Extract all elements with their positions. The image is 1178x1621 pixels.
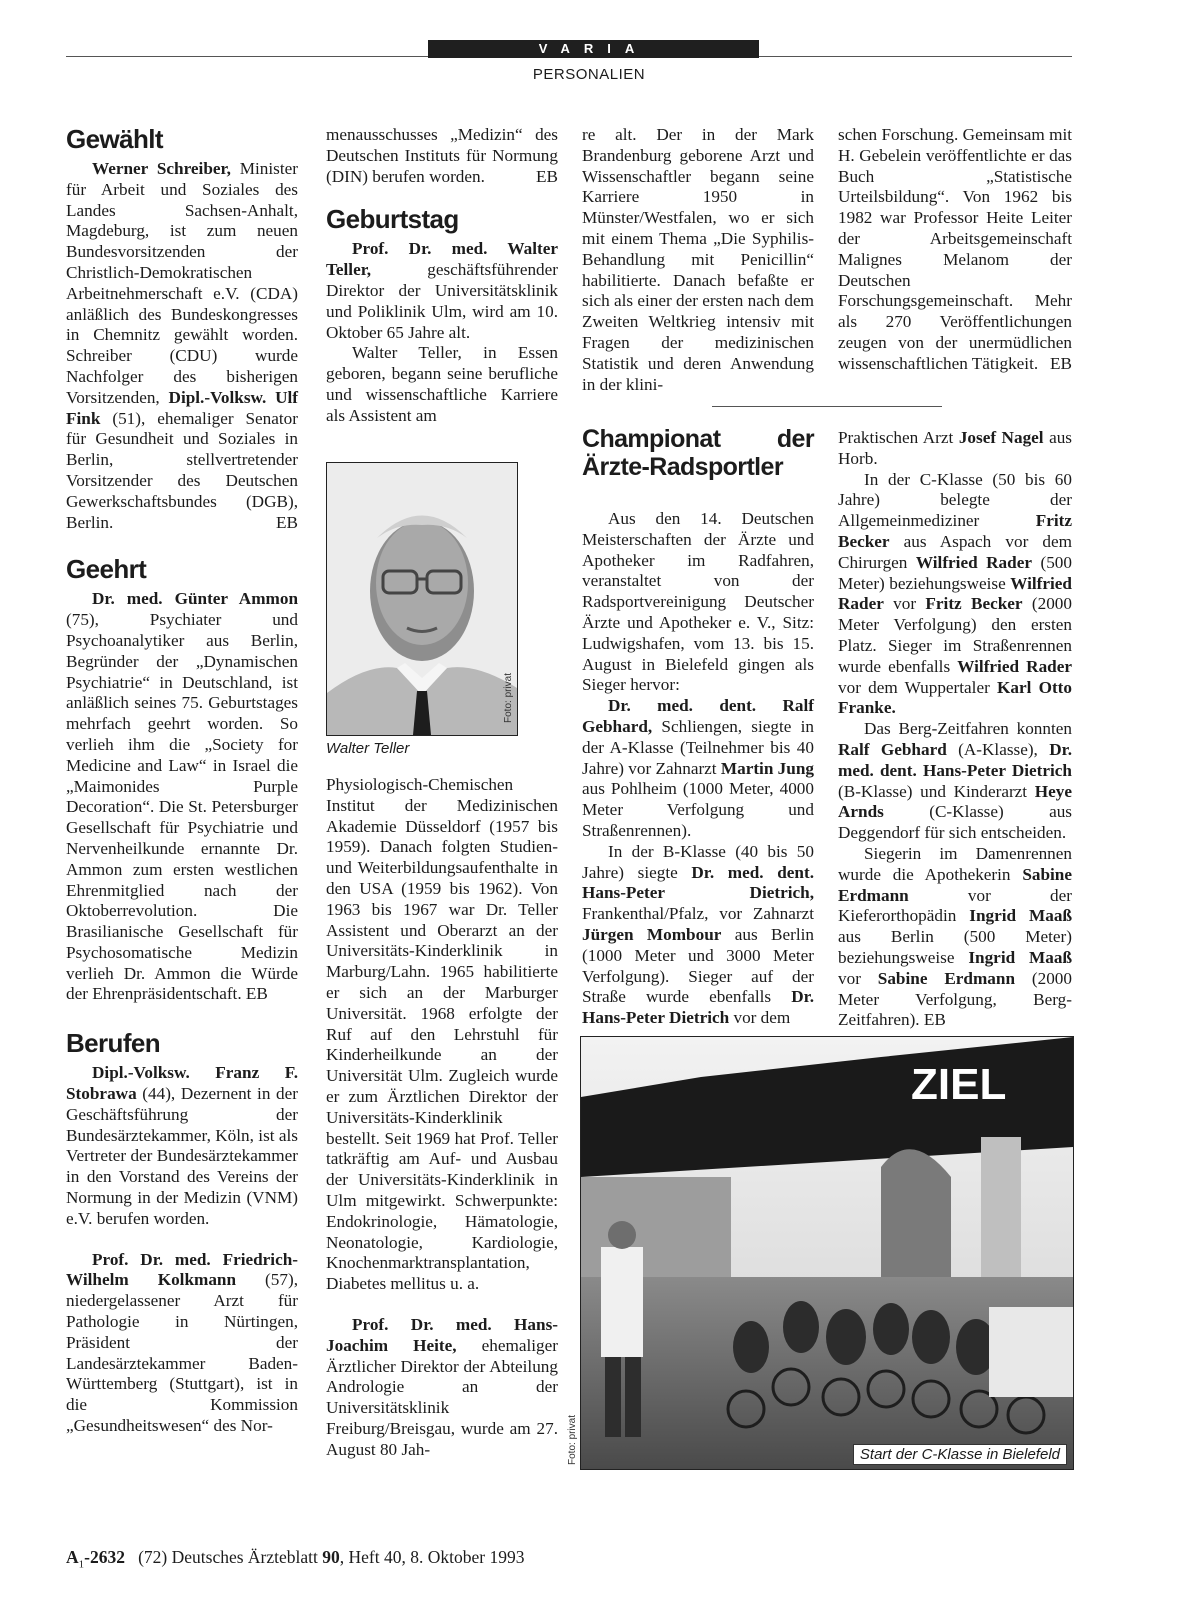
race-illustration [581,1037,1073,1469]
photo-caption: Walter Teller [326,740,410,757]
article-ammon: Dr. med. Günter Ammon (75), Psychiater und Psychoanalytiker aus Berlin, Begründer der „Dynamischen Psychiatrie“ in Deutschland, ist anläßlich seines 75. Geburtstages mehrfach geehrt worden. So verlieh ihm die „Society for Medicine and Law“ in Israel die „Maimonides Purple Decoration“. Die St. Petersburger Gesellschaft für Psychiatrie und Nervenheilkunde ernannte Dr. Ammon zum ersten westlichen Ehrenmitglied nach der Oktoberrevolution. Die Brasilianische Gesellschaft für Psychosomatische Medizin verlieh Dr. Ammon die Würde der Ehrenpräsidentschaft. EB [66,589,298,1004]
column-4-championat [838,428,1072,1031]
footer-source: (72) Deutsches Ärzteblatt [138,1547,318,1567]
section-label: PERSONALIEN [532,66,646,83]
heading-geburtstag: Geburtstag [326,204,459,235]
race-photo-credit: Foto: privat [567,1414,578,1465]
author-initials: EB [536,166,558,186]
article-schreiber: Werner Schreiber, Minister für Arbeit und Soziales des Landes Sachsen-Anhalt, Magdeburg, ist zum neuen Bundesvorsitzenden der Christlich-Demokratischen Arbeitnehmerschaft e.V. (CDA) anläßlich des Bundeskongresses in Chemnitz gewählt worden. Schreiber (CDU) wurde Nachfolger des bisherigen Vorsitzenden, Dipl.-Volksw. Ulf Fink (51), ehemaliger Senator für Gesundheit und Soziales in Berlin, stellvertretender Vorsitzender des Deutschen Gewerkschaftsbundes (DGB), Berlin. [66,159,298,532]
heading-gewaehlt: Gewählt [66,124,163,154]
race-photo-caption: Start der C-Klasse in Bielefeld [853,1444,1067,1465]
footer-volume: 90 [322,1547,340,1567]
divider-rule [712,406,942,407]
championat-intro: Aus den 14. Deutschen Meisterschaften der Ärzte und Apotheker im Radfahren, veranstaltet von der Radsportvereinigung Deutscher Ärzte und Apotheker e. V., Sitz: Ludwigshafen, vom 13. bis 15. August in Bielefeld gingen als Sieger hervor: [582,509,814,695]
column-3-top [582,125,814,395]
championat-c-klasse: In der C-Klasse (50 bis 60 Jahre) belegte der Allgemeinmediziner Fritz Becker aus Aspach vor dem Chirurgen Wilfried Rader (500 Meter) beziehungsweise Wilfried Rader vor Fritz Becker (2000 Meter Verfolgung) den ersten Platz. Sieger im Straßenrennen wurde ebenfalls Wilfried Rader vor dem Wuppertaler Karl Otto Franke. [838,469,1072,718]
author-initials: EB [276,512,298,532]
heading-berufen: Berufen [66,1028,161,1059]
article-stobrawa-cont: menausschusses „Medizin“ des Deutschen Instituts für Normung (DIN) berufen worden. [326,125,558,186]
article-stobrawa: Dipl.-Volksw. Franz F. Stobrawa (44), Dezernent in der Geschäftsführung der Bundesärztekammer, Köln, ist als Vertreter der Bundesärztekammer in den Vorstand des Vereins der Normung in der Medizin (VNM) e.V. berufen worden. [66,1063,298,1228]
footer-page: -2632 [84,1547,125,1567]
column-1 [66,125,298,1437]
photo-credit: Foto: privat [503,672,514,723]
column-4-top [838,125,1072,375]
footer-sub: 1 [78,1558,85,1571]
author-initials: EB [1050,353,1072,373]
finish-banner-text: ZIEL [911,1060,1007,1109]
header-rule-right [759,56,1072,57]
article-heite-cont: re alt. Der in der Mark Brandenburg geborene Arzt und Wissenschaftler begann seine Karriere 1950 in Münster/Westfalen, wo er sich mit einem Thema „Die Syphilis-Behandlung mit Penicillin“ habilitierte. Danach befaßte er sich als einer der ersten nach dem Zweiten Weltkrieg intensiv mit Fragen der medizinischen Statistik und deren Anwendung in der klini- [582,125,814,394]
heading-championat: Championat der Ärzte-Radsportler [582,425,814,481]
article-teller-2: Walter Teller, in Essen geboren, begann seine berufliche und wissenschaftliche Karriere als Assistent am [326,343,558,425]
varia-banner: VARIA [428,40,759,58]
footer-prefix: A [66,1547,79,1567]
portrait-photo [326,462,518,736]
header-rule-left [66,56,428,57]
article-kolkmann: Prof. Dr. med. Friedrich-Wilhelm Kolkmann (57), niedergelassener Arzt für Pathologie in Nürtingen, Präsident der Landesärztekammer Baden-Württemberg (Stuttgart), ist in die Kommission „Gesundheitswesen“ des Nor- [66,1249,298,1436]
portrait-illustration [327,463,517,735]
article-teller: Prof. Dr. med. Walter Teller, geschäftsführender Direktor der Universitätsklinik und Poliklinik Ulm, wird am 10. Oktober 65 Jahre alt. [326,239,558,342]
championat-b-klasse: In der B-Klasse (40 bis 50 Jahre) siegte Dr. med. dent. Hans-Peter Dietrich, Frankenthal/Pfalz, vor Zahnarzt Jürgen Mombour aus Berlin (1000 Meter und 3000 Meter Verfolgung). Sieger auf der Straße wurde ebenfalls Dr. Hans-Peter Dietrich vor dem [582,841,814,1028]
column-2-top [326,125,558,427]
heading-geehrt: Geehrt [66,554,147,585]
footer-issue: , Heft 40, 8. Oktober 1993 [339,1547,525,1567]
page-footer [66,1547,524,1571]
article-heite: Prof. Dr. med. Hans-Joachim Heite, ehemaliger Ärztlicher Direktor der Abteilung Andrologie an der Universitätsklinik Freiburg/Breisgau, wurde am 27. August 80 Jah- [326,1314,558,1459]
championat-berg: Das Berg-Zeitfahren konnten Ralf Gebhard (A-Klasse), Dr. med. dent. Hans-Peter Dietrich (B-Klasse) und Kinderarzt Heye Arnds (C-Klasse) aus Deggendorf für sich entscheiden. [838,719,1072,843]
column-3-championat [582,425,814,1029]
article-teller-3: Physiologisch-Chemischen Institut der Medizinischen Akademie Düsseldorf (1957 bis 1959). Danach folgten Studien- und Weiterbildungsaufenthalte in den USA (1959 bis 1962). Von 1963 bis 1967 war Dr. Teller Assistent und Oberarzt an der Universitäts-Kinderklinik in Marburg/Lahn. 1965 habilitierte er sich an der Marburger Universität. 1968 erfolgte der Ruf auf den Lehrstuhl für Kinderheilkunde an der Universität Ulm. Zugleich wurde er zum Ärztlichen Direktor der Universitäts-Kinderklinik bestellt. Seit 1969 hat Prof. Teller tatkräftig am Auf- und Ausbau der Universitäts-Kinderklinik in Ulm mitgewirkt. Schwerpunkte: Endokrinologie, Hämatologie, Neonatologie, Kardiologie, Knochenmarktransplantation, Diabetes mellitus u. a. [326,775,558,1294]
column-2-bottom [326,775,558,1461]
race-photo [567,1036,1074,1470]
championat-damen: Siegerin im Damenrennen wurde die Apothekerin Sabine Erdmann vor der Kieferorthopädin Ingrid Maaß aus Berlin (500 Meter) beziehungsweise Ingrid Maaß vor Sabine Erdmann (2000 Meter Verfolgung, Berg-Zeitfahren). EB [838,843,1072,1030]
championat-b-klasse-cont: Praktischen Arzt Josef Nagel aus Horb. [838,428,1072,468]
article-heite-end: schen Forschung. Gemeinsam mit H. Gebelein veröffentlichte er das Buch „Statistische Urteilsbildung“. Von 1962 bis 1982 war Professor Heite Leiter der Arbeitsgemeinschaft Malignes Melanom der Deutschen Forschungsgemeinschaft. Mehr als 270 Veröffentlichungen zeugen von der unermüdlichen wissenschaftlichen Tätigkeit. [838,125,1072,373]
championat-a-klasse: Dr. med. dent. Ralf Gebhard, Schliengen, siegte in der A-Klasse (Teilnehmer bis 40 Jahre) vor Zahnarzt Martin Jung aus Pohlheim (1000 Meter, 4000 Meter Verfolgung und Straßenrennen). [582,696,814,840]
